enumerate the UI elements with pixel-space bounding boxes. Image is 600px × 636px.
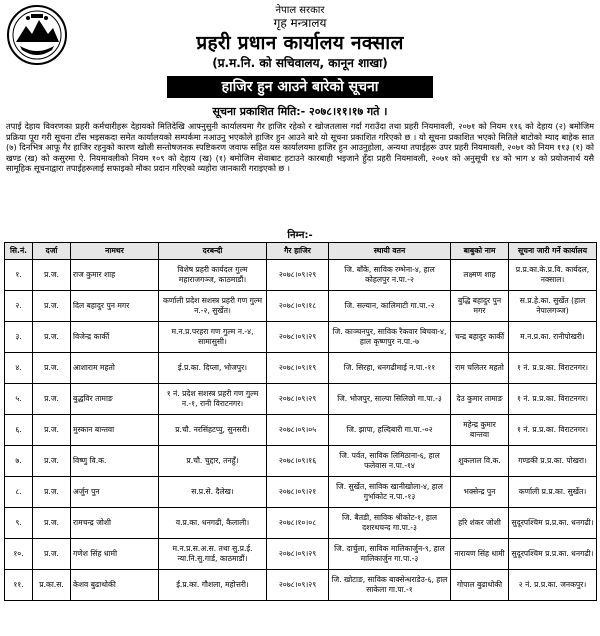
name-cell: आशाराम महतो: [71, 353, 159, 384]
list-label: निम्न:-: [287, 230, 313, 241]
issuing-office-cell: २ नं. प्र.प्र.का. जनकपुर।: [509, 570, 597, 601]
name-cell: गणेश सिंह धामी: [71, 539, 159, 570]
absent-date-cell: २०७८।०९।२१: [267, 477, 329, 508]
rank-cell: प्र.ज.: [33, 260, 71, 291]
permanent-address-cell: जि. सुर्खेत, साविक खानीखोला-४, हाल गुर्भाकोट न.पा.-१३: [329, 477, 451, 508]
permanent-address-cell: जि. भोजपुर, साल्पा सिलिछो गा.पा.-३: [329, 384, 451, 415]
posting-cell: स.प्र.से. दैलेख।: [159, 477, 267, 508]
rank-cell: प्र.ज.: [33, 446, 71, 477]
table-row: [5, 446, 597, 477]
name-cell: अर्जुन पुन: [71, 477, 159, 508]
permanent-address-cell: जि. झापा, हल्दिबारी गा.पा.-०२: [329, 415, 451, 446]
table-row: [5, 384, 597, 415]
issuing-office-cell: कर्णाली प्र.प्र.का. सुर्खेत।: [509, 477, 597, 508]
ministry-line: गृह मन्त्रालय: [273, 16, 327, 30]
issuing-office-cell: १ नं. प्र.प्र.का. विराटनगर।: [509, 384, 597, 415]
col-absent-date-header: गैर हाजिर: [267, 243, 329, 260]
serial-number-cell: २.: [5, 291, 33, 322]
col-sn-header: सि.नं.: [5, 243, 33, 260]
permanent-address-cell: जि. बाँके, साविक रम्भेना-४, हाल कोहलपुर न.पा.-२: [329, 260, 451, 291]
absent-date-cell: २०७८।०९।१८: [267, 291, 329, 322]
issuing-office-cell: स.प्र.हे.का. सुर्खेत (हाल नेपालगञ्ज): [509, 291, 597, 322]
permanent-address-cell: जि. पर्वत, साविक लिमिठाना-६, हाल फलेवास न.पा.-१४: [329, 446, 451, 477]
publish-date: सूचना प्रकाशित मिति:- २०७८।११।१७ गते ।: [212, 105, 388, 118]
serial-number-cell: ७.: [5, 446, 33, 477]
father-name-cell: बुद्धि बहादुर पुन मगर: [451, 291, 509, 322]
rank-cell: प्र.ज.: [33, 353, 71, 384]
posting-cell: व.प्र.का. धनगढी, कैलाली।: [159, 508, 267, 539]
table-row: [5, 291, 597, 322]
notice-body-paragraph: तपाई देहाय विवरणका प्रहरी कर्मचारीहरू देहायको मितिदेखि आफ्नुसुनी कार्यालयमा गैर हाजिर रहेको र खोजतलास गर्दा गराउँदा तथा प्रहरी नियमावली, २०७१ को नियम ११६ को देहाय (२) बमोजिम प्रक्रिया पूरा गरी सूचना टाँस भइसकदा समेत कार्यालयको सम्पर्कमा नआउनु भएकोले हाजिर हुन आउने बारे यो सूचना प्रकाशित गरिएको छ । यो सूचना प्रकाशित भएको मितिले बाटोको म्याद बाहेक सात (७) दिनभित्र आफू गैर हाजिर रहनुको कारण खोली सन्तोषजनक स्पष्टिकरण जवाफ सहित यस कार्यालयमा हाजिर हुन आउनुहोला, अन्यथा तपाईहरू उपर प्रहरी नियमावली, २०७१ को नियम ११३ (१) को खण्ड (ख) को कसुरमा ऐ. नियमावलीको नियम १०९ को देहाय (ख) (१) बमोजिम सेवाबाट हटाउने कारबाही भइजाने हुँदा प्रहरी नियमावली, २०७१ को अनुसूची १४ को भाग ४ को प्रयोजनार्थ यसै सामूहिक सूचनाद्वारा तपाईहरूलाई सफाइको मौका प्रदान गरिएको व्यहोरा जानकारी गराइएको छ ।: [6, 121, 594, 174]
absent-date-cell: २०७८।०९।२९: [267, 384, 329, 415]
office-section: (प्र.म.नि. को सचिवालय, कानून शाखा): [212, 56, 388, 70]
posting-cell: ई.प्र.का. गौशला, महोत्तरी।: [159, 570, 267, 601]
father-name-cell: महेन्द्र कुमार बान्तवा: [451, 415, 509, 446]
notice-title-banner: हाजिर हुन आउने बारेको सूचना: [167, 76, 433, 98]
serial-number-cell: ३.: [5, 322, 33, 353]
rank-cell: प्र.ज.: [33, 477, 71, 508]
permanent-address-cell: जि. खोटाङ, साविक बाक्सेन्धराडेउ-६, हाल साकेला गा.पा.-१: [329, 570, 451, 601]
posting-cell: विशेष प्रहरी कार्यदल गुल्म महाराजगञ्ज, काठमाडौं।: [159, 260, 267, 291]
rank-cell: प्र.ज.: [33, 322, 71, 353]
table-row: [5, 415, 597, 446]
absent-date-cell: २०७८।१०।०८: [267, 508, 329, 539]
father-name-cell: भक्सेन्द्र पुन: [451, 477, 509, 508]
father-name-cell: नारायण सिंह धामी: [451, 539, 509, 570]
posting-cell: प्र.चौ. चुद्दार, तनहुँ।: [159, 446, 267, 477]
table-row: [5, 539, 597, 570]
col-address-header: स्थायी वतन: [329, 243, 451, 260]
absent-staff-table: [4, 242, 597, 601]
col-issuing-office-header: सूचना जारी गर्ने कार्यालय: [509, 243, 597, 260]
absent-date-cell: २०७८।०९।२९: [267, 322, 329, 353]
rank-cell: प्र.ज.: [33, 291, 71, 322]
serial-number-cell: ६.: [5, 415, 33, 446]
issuing-office-cell: सुदूरपश्चिम प्र.प्र.का. धनगढी।: [509, 539, 597, 570]
serial-number-cell: ११.: [5, 570, 33, 601]
father-name-cell: राम चलितर महतो: [451, 353, 509, 384]
posting-cell: प्र.चौ. नरसिंहटप्पु, सुनसरी।: [159, 415, 267, 446]
name-cell: विष्णु वि.क.: [71, 446, 159, 477]
father-name-cell: शुकलाल वि.क.: [451, 446, 509, 477]
absent-date-cell: २०७८।०९।२९: [267, 570, 329, 601]
father-name-cell: देउ कुमार तामाङ: [451, 384, 509, 415]
name-cell: दिल बहादुर पुन मगर: [71, 291, 159, 322]
posting-cell: १ नं. प्रदेश सशस्त्र प्रहरी गण गुल्म न.-१, रानी विराटनगर।: [159, 384, 267, 415]
table-row: [5, 322, 597, 353]
issuing-office-cell: गण्डकी प्र.प्र.का. पोखरा।: [509, 446, 597, 477]
permanent-address-cell: जि. सिरहा, धनगढीमाई न.पा.-११: [329, 353, 451, 384]
absent-date-cell: २०७८।०९।१९: [267, 353, 329, 384]
table-row: [5, 570, 597, 601]
government-line: नेपाल सरकार: [275, 5, 325, 16]
father-name-cell: गोपाल बुढाथोकी: [451, 570, 509, 601]
issuing-office-cell: १ नं. प्र.प्र.का. विराटनगर।: [509, 353, 597, 384]
issuing-office-cell: १ नं. प्र.प्र.का. विराटनगर।: [509, 415, 597, 446]
table-header-row: [5, 243, 597, 260]
rank-cell: प्र.ज.: [33, 508, 71, 539]
name-cell: मुस्कान बान्तवा: [71, 415, 159, 446]
posting-cell: कर्णाली प्रदेश सशस्त्र प्रहरी गण गुल्म न.-२, सुर्खेत।: [159, 291, 267, 322]
table-row: [5, 260, 597, 291]
absent-date-cell: २०७८।०९।२९: [267, 539, 329, 570]
name-cell: राज कुमार शाह: [71, 260, 159, 291]
issuing-office-cell: सुदूरपश्चिम प्र.प्र.का. धनगढी।: [509, 508, 597, 539]
serial-number-cell: ५.: [5, 384, 33, 415]
name-cell: बुद्धविर तामाङ: [71, 384, 159, 415]
issuing-office-cell: प्र.प्र.का.के.प्र.वि. कार्यदल, नक्साल।: [509, 260, 597, 291]
permanent-address-cell: जि. सल्यान, कालिमाटी गा.पा.-२: [329, 291, 451, 322]
col-rank-header: दर्जा: [33, 243, 71, 260]
table-row: [5, 353, 597, 384]
posting-cell: म.न.प्र.स.अ.स. तथा सु.प्र.ई. न्या.नि.सु.गार्ड, काठमाडौं।: [159, 539, 267, 570]
rank-cell: प्र.ज.: [33, 539, 71, 570]
serial-number-cell: १.: [5, 260, 33, 291]
col-name-header: नामथर: [71, 243, 159, 260]
table-row: [5, 508, 597, 539]
permanent-address-cell: जि. काञ्चनपुर, साविक रैकवार बिचवा-४, हाल कृष्णपुर न.पा.-७: [329, 322, 451, 353]
rank-cell: प्र.ज.: [33, 415, 71, 446]
serial-number-cell: ८.: [5, 477, 33, 508]
father-name-cell: चन्द्र बहादुर कार्की: [451, 322, 509, 353]
rank-cell: प्र.ज.: [33, 384, 71, 415]
permanent-address-cell: जि. दार्चुला, साविक मालिकार्जुन-९, हाल मालिकार्जुन गा.पा.-३: [329, 539, 451, 570]
serial-number-cell: ४.: [5, 353, 33, 384]
office-title: प्रहरी प्रधान कार्यालय नक्साल: [196, 32, 404, 54]
serial-number-cell: १०.: [5, 539, 33, 570]
father-name-cell: लक्ष्मण शाह: [451, 260, 509, 291]
permanent-address-cell: जि. बैतडी, साविक श्रीकोट-१, हाल दशरथचन्द गा.पा.-३: [329, 508, 451, 539]
col-father-name-header: बाबुको नाम: [451, 243, 509, 260]
posting-cell: ई.प्र.का. दिप्ला, भोजपुर।: [159, 353, 267, 384]
absent-date-cell: २०७८।०९।२९: [267, 260, 329, 291]
issuing-office-cell: म.न.प्र.का. रानीपोखरी।: [509, 322, 597, 353]
name-cell: विजेन्द्र कार्की: [71, 322, 159, 353]
absent-date-cell: २०७८।०९।१६: [267, 446, 329, 477]
rank-cell: प्र.का.स.: [33, 570, 71, 601]
table-row: [5, 477, 597, 508]
serial-number-cell: ९.: [5, 508, 33, 539]
father-name-cell: हरि शंकर जोशी: [451, 508, 509, 539]
name-cell: रामचन्द्र जोशी: [71, 508, 159, 539]
name-cell: केशव बुढाथोकी: [71, 570, 159, 601]
col-posting-header: दरबन्दी: [159, 243, 267, 260]
posting-cell: म.न.प्र.परहरा गण गुल्म न.-४, सामासुसी।: [159, 322, 267, 353]
absent-date-cell: २०७८।०९।०५: [267, 415, 329, 446]
